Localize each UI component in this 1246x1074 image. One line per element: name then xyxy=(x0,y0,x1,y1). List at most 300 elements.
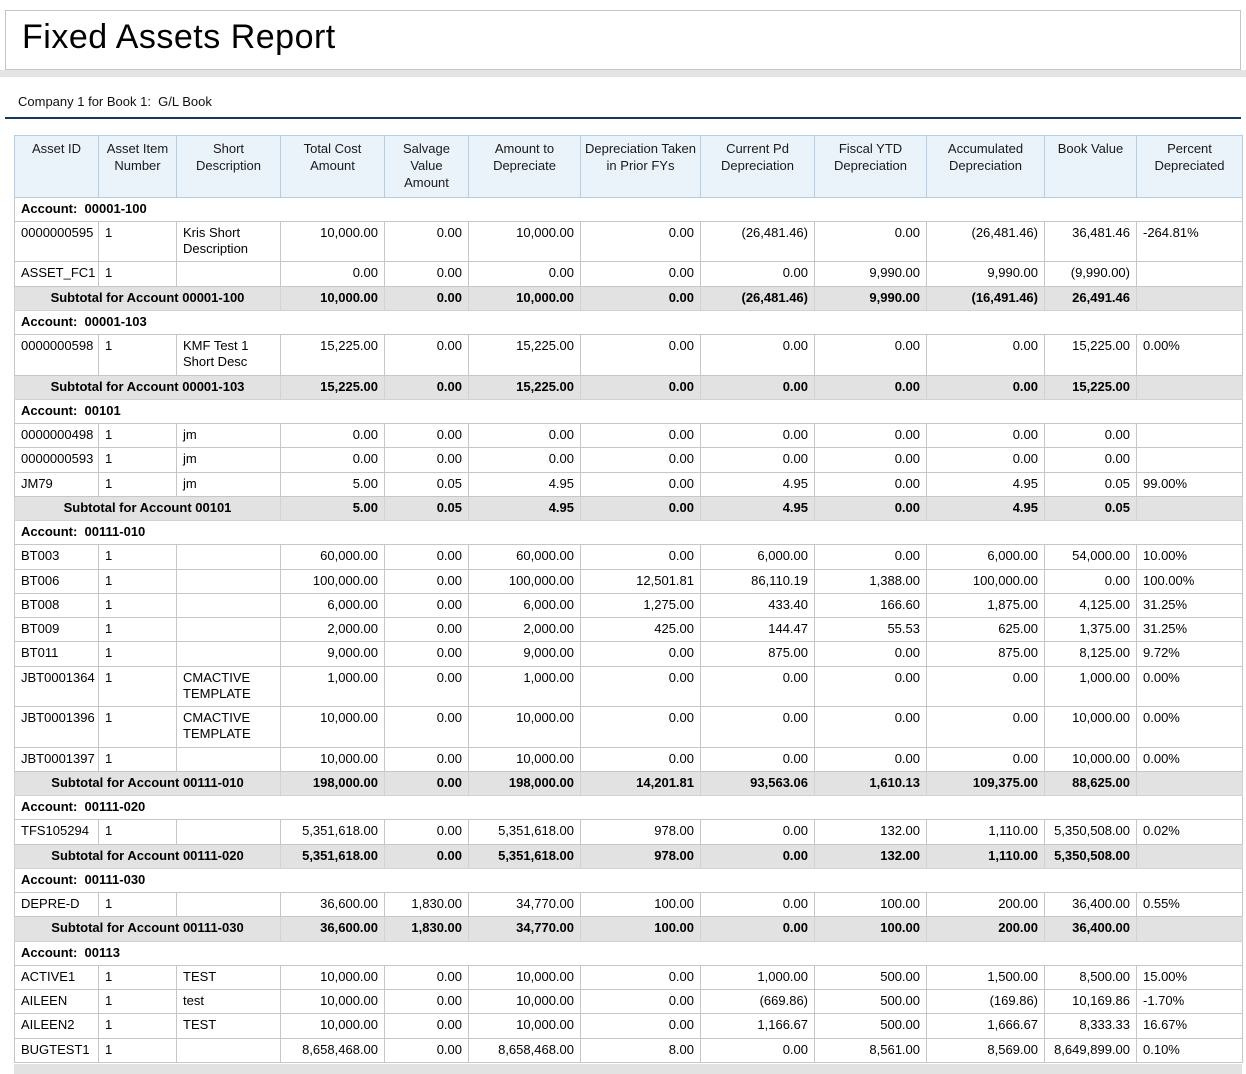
asset-cell: 0.00 xyxy=(581,221,701,262)
asset-cell xyxy=(177,747,281,771)
asset-cell: 0.00 xyxy=(581,472,701,496)
asset-row xyxy=(15,618,1243,642)
asset-cell: 9,990.00 xyxy=(927,262,1045,286)
subtotal-cell: 34,770.00 xyxy=(469,917,581,941)
subtotal-row xyxy=(15,496,1243,520)
asset-cell: 0.00 xyxy=(581,666,701,707)
asset-cell: 0000000595 xyxy=(15,221,99,262)
subtotal-cell: 0.00 xyxy=(815,375,927,399)
asset-cell: 4.95 xyxy=(927,472,1045,496)
asset-cell: 0.00 xyxy=(815,221,927,262)
asset-cell: 875.00 xyxy=(927,642,1045,666)
asset-cell: 1 xyxy=(99,221,177,262)
asset-cell: 0.00 xyxy=(1045,424,1137,448)
asset-cell: 0.00 xyxy=(469,262,581,286)
asset-cell: 1 xyxy=(99,1014,177,1038)
asset-cell: 0.00 xyxy=(385,618,469,642)
asset-cell: 0.00 xyxy=(815,448,927,472)
asset-cell: 0.00 xyxy=(385,820,469,844)
asset-cell xyxy=(177,893,281,917)
asset-cell: 0.00 xyxy=(701,262,815,286)
asset-cell: 2,000.00 xyxy=(469,618,581,642)
subtotal-cell xyxy=(1137,771,1243,795)
asset-cell: 60,000.00 xyxy=(281,545,385,569)
asset-row xyxy=(15,448,1243,472)
asset-cell: TEST xyxy=(177,965,281,989)
asset-cell: Kris Short Description xyxy=(177,221,281,262)
asset-cell: 0.00 xyxy=(385,666,469,707)
asset-cell: 1,666.67 xyxy=(927,1014,1045,1038)
subtotal-cell: 15,225.00 xyxy=(1045,375,1137,399)
subtotal-cell xyxy=(1137,286,1243,310)
column-header: Salvage Value Amount xyxy=(385,136,469,198)
asset-cell: 10.00% xyxy=(1137,545,1243,569)
asset-cell: 200.00 xyxy=(927,893,1045,917)
asset-row xyxy=(15,893,1243,917)
column-header: Depreciation Taken in Prior FYs xyxy=(581,136,701,198)
asset-row xyxy=(15,642,1243,666)
subtotal-cell: 15,225.00 xyxy=(469,375,581,399)
asset-cell: 0.00 xyxy=(385,593,469,617)
asset-cell: 0.00 xyxy=(469,424,581,448)
asset-cell: 0.00 xyxy=(581,965,701,989)
asset-cell: 10,000.00 xyxy=(469,707,581,748)
subtotal-cell xyxy=(1137,496,1243,520)
asset-cell: 0000000593 xyxy=(15,448,99,472)
subtotal-cell: 0.00 xyxy=(385,286,469,310)
account-row xyxy=(15,197,1243,221)
subtotal-cell: (26,481.46) xyxy=(701,286,815,310)
account-label: Account: 00111-020 xyxy=(15,796,1243,820)
asset-cell xyxy=(177,1038,281,1062)
subtotal-cell: 978.00 xyxy=(581,844,701,868)
report-table-wrap xyxy=(14,135,1242,1063)
asset-cell: 0.00 xyxy=(815,666,927,707)
asset-row xyxy=(15,1038,1243,1062)
account-row xyxy=(15,868,1243,892)
asset-cell: 0.00 xyxy=(385,965,469,989)
subtotal-cell: 5,350,508.00 xyxy=(1045,844,1137,868)
asset-cell: jm xyxy=(177,472,281,496)
asset-cell: 978.00 xyxy=(581,820,701,844)
report-header xyxy=(5,10,1241,70)
asset-cell: 36,481.46 xyxy=(1045,221,1137,262)
asset-cell xyxy=(177,569,281,593)
asset-cell: 0.00 xyxy=(701,1038,815,1062)
asset-cell: jm xyxy=(177,448,281,472)
asset-cell: 100,000.00 xyxy=(281,569,385,593)
asset-cell: 0.00 xyxy=(385,747,469,771)
asset-cell xyxy=(177,593,281,617)
column-header: Current Pd Depreciation xyxy=(701,136,815,198)
asset-cell: 0.00 xyxy=(281,448,385,472)
asset-cell: (669.86) xyxy=(701,990,815,1014)
account-label: Account: 00001-103 xyxy=(15,310,1243,334)
asset-cell: 0.00% xyxy=(1137,707,1243,748)
asset-cell: 0.02% xyxy=(1137,820,1243,844)
asset-cell: 1,830.00 xyxy=(385,893,469,917)
column-header: Amount to Depreciate xyxy=(469,136,581,198)
asset-cell: 31.25% xyxy=(1137,593,1243,617)
subtotal-cell: 1,110.00 xyxy=(927,844,1045,868)
asset-cell: 10,000.00 xyxy=(1045,747,1137,771)
asset-cell: 2,000.00 xyxy=(281,618,385,642)
asset-cell xyxy=(177,642,281,666)
asset-cell: 8,658,468.00 xyxy=(469,1038,581,1062)
asset-cell xyxy=(177,820,281,844)
asset-cell: TEST xyxy=(177,1014,281,1038)
asset-cell: 0.00 xyxy=(701,820,815,844)
bottom-cutoff-row xyxy=(14,1064,1242,1074)
asset-cell: (26,481.46) xyxy=(927,221,1045,262)
asset-cell: 0.00 xyxy=(385,221,469,262)
asset-cell: AILEEN xyxy=(15,990,99,1014)
asset-cell: 10,000.00 xyxy=(469,221,581,262)
table-header-row xyxy=(15,136,1243,198)
asset-cell: 1 xyxy=(99,747,177,771)
subtotal-cell: 0.00 xyxy=(927,375,1045,399)
asset-cell: 0.00 xyxy=(927,424,1045,448)
subtotal-row xyxy=(15,917,1243,941)
asset-cell: BT009 xyxy=(15,618,99,642)
subtotal-cell: 100.00 xyxy=(815,917,927,941)
asset-cell: 100.00% xyxy=(1137,569,1243,593)
asset-cell: BT008 xyxy=(15,593,99,617)
asset-cell: 500.00 xyxy=(815,990,927,1014)
asset-cell: CMACTIVE TEMPLATE xyxy=(177,666,281,707)
asset-cell: 1 xyxy=(99,424,177,448)
asset-cell: 875.00 xyxy=(701,642,815,666)
column-header: Book Value xyxy=(1045,136,1137,198)
asset-cell: 100,000.00 xyxy=(927,569,1045,593)
asset-cell: 8,649,899.00 xyxy=(1045,1038,1137,1062)
asset-cell: AILEEN2 xyxy=(15,1014,99,1038)
asset-cell: 1,000.00 xyxy=(281,666,385,707)
account-row xyxy=(15,521,1243,545)
asset-cell: 0.00 xyxy=(581,1014,701,1038)
subtotal-row xyxy=(15,771,1243,795)
asset-cell: 0.00 xyxy=(927,335,1045,376)
asset-cell: BT003 xyxy=(15,545,99,569)
asset-cell: 1,275.00 xyxy=(581,593,701,617)
asset-cell: 1,875.00 xyxy=(927,593,1045,617)
asset-row xyxy=(15,747,1243,771)
subtotal-cell: 5.00 xyxy=(281,496,385,520)
asset-cell: 0.05 xyxy=(1045,472,1137,496)
asset-cell: 0.00 xyxy=(385,707,469,748)
subtotal-cell xyxy=(1137,844,1243,868)
asset-cell: KMF Test 1 Short Desc xyxy=(177,335,281,376)
asset-cell: 100.00 xyxy=(581,893,701,917)
asset-cell: 9,990.00 xyxy=(815,262,927,286)
asset-cell: 86,110.19 xyxy=(701,569,815,593)
subtotal-cell: 5,351,618.00 xyxy=(281,844,385,868)
subtotal-cell: 14,201.81 xyxy=(581,771,701,795)
asset-cell: 8.00 xyxy=(581,1038,701,1062)
asset-cell: 500.00 xyxy=(815,1014,927,1038)
divider-rule xyxy=(5,117,1241,119)
asset-cell: 9,000.00 xyxy=(281,642,385,666)
asset-cell: (169.86) xyxy=(927,990,1045,1014)
asset-cell: 1,000.00 xyxy=(701,965,815,989)
asset-cell: 100.00 xyxy=(815,893,927,917)
subtotal-cell: 0.00 xyxy=(815,496,927,520)
asset-row xyxy=(15,424,1243,448)
asset-row xyxy=(15,221,1243,262)
asset-cell: 0.00% xyxy=(1137,747,1243,771)
asset-cell: 0.00 xyxy=(815,642,927,666)
asset-cell: (26,481.46) xyxy=(701,221,815,262)
asset-row xyxy=(15,820,1243,844)
asset-cell: JM79 xyxy=(15,472,99,496)
asset-cell: 10,000.00 xyxy=(281,990,385,1014)
asset-cell: 10,000.00 xyxy=(469,990,581,1014)
asset-cell: 0.00 xyxy=(815,335,927,376)
asset-cell: 10,000.00 xyxy=(281,707,385,748)
asset-cell xyxy=(177,545,281,569)
asset-cell: 0.00 xyxy=(469,448,581,472)
asset-cell: 0.00 xyxy=(385,545,469,569)
subtotal-row xyxy=(15,844,1243,868)
subtotal-label: Subtotal for Account 00111-030 xyxy=(15,917,281,941)
asset-cell: 1,375.00 xyxy=(1045,618,1137,642)
fixed-assets-table xyxy=(14,135,1243,1063)
account-label: Account: 00113 xyxy=(15,941,1243,965)
subtotal-label: Subtotal for Account 00111-010 xyxy=(15,771,281,795)
subtotal-cell xyxy=(1137,375,1243,399)
asset-cell: 0.00 xyxy=(927,666,1045,707)
asset-cell: 0000000598 xyxy=(15,335,99,376)
asset-cell: 0.55% xyxy=(1137,893,1243,917)
asset-cell: 1,166.67 xyxy=(701,1014,815,1038)
subtotal-row xyxy=(15,375,1243,399)
subtotal-cell: 0.05 xyxy=(385,496,469,520)
asset-row xyxy=(15,593,1243,617)
account-row xyxy=(15,399,1243,423)
asset-row xyxy=(15,335,1243,376)
asset-cell: 1 xyxy=(99,1038,177,1062)
asset-cell: 4.95 xyxy=(701,472,815,496)
asset-cell: 5,351,618.00 xyxy=(469,820,581,844)
asset-cell: 4,125.00 xyxy=(1045,593,1137,617)
account-row xyxy=(15,796,1243,820)
asset-cell: 0.00 xyxy=(815,472,927,496)
company-book-line: Company 1 for Book 1: G/L Book xyxy=(18,94,212,109)
asset-cell: 0.00 xyxy=(581,545,701,569)
asset-cell: 9.72% xyxy=(1137,642,1243,666)
asset-cell: DEPRE-D xyxy=(15,893,99,917)
asset-cell: 36,600.00 xyxy=(281,893,385,917)
subtotal-cell: 198,000.00 xyxy=(281,771,385,795)
subtotal-cell: 0.00 xyxy=(385,844,469,868)
asset-cell: 34,770.00 xyxy=(469,893,581,917)
asset-cell: JBT0001364 xyxy=(15,666,99,707)
asset-cell: JBT0001396 xyxy=(15,707,99,748)
asset-cell: 0.00 xyxy=(581,990,701,1014)
asset-cell: 1 xyxy=(99,965,177,989)
asset-cell: 1,000.00 xyxy=(1045,666,1137,707)
subtotal-cell: 0.00 xyxy=(581,375,701,399)
asset-cell: 1 xyxy=(99,990,177,1014)
asset-cell: 0.00 xyxy=(815,747,927,771)
asset-cell: 8,333.33 xyxy=(1045,1014,1137,1038)
asset-cell: 144.47 xyxy=(701,618,815,642)
asset-cell: 10,000.00 xyxy=(281,747,385,771)
account-row xyxy=(15,941,1243,965)
subtotal-cell: 100.00 xyxy=(581,917,701,941)
asset-cell: 99.00% xyxy=(1137,472,1243,496)
asset-cell: 1,000.00 xyxy=(469,666,581,707)
asset-cell: 433.40 xyxy=(701,593,815,617)
subtotal-label: Subtotal for Account 00101 xyxy=(15,496,281,520)
asset-cell: 0.00 xyxy=(581,262,701,286)
asset-cell: 425.00 xyxy=(581,618,701,642)
table-head xyxy=(15,136,1243,198)
asset-cell: 0.00 xyxy=(581,747,701,771)
asset-row xyxy=(15,707,1243,748)
subtotal-cell: 9,990.00 xyxy=(815,286,927,310)
subtotal-label: Subtotal for Account 00001-100 xyxy=(15,286,281,310)
column-header: Short Description xyxy=(177,136,281,198)
asset-cell: 10,000.00 xyxy=(281,965,385,989)
subtotal-cell: 0.00 xyxy=(701,917,815,941)
asset-cell: 10,000.00 xyxy=(281,221,385,262)
asset-cell: 8,658,468.00 xyxy=(281,1038,385,1062)
asset-cell: ASSET_FC1 xyxy=(15,262,99,286)
asset-cell: TFS105294 xyxy=(15,820,99,844)
asset-cell: 0.00 xyxy=(281,262,385,286)
asset-cell: 15,225.00 xyxy=(1045,335,1137,376)
asset-cell: 10,000.00 xyxy=(1045,707,1137,748)
asset-cell: 0.00 xyxy=(701,707,815,748)
asset-cell: 0.00 xyxy=(927,747,1045,771)
subtotal-cell: (16,491.46) xyxy=(927,286,1045,310)
asset-cell: BT011 xyxy=(15,642,99,666)
asset-cell: 0.00 xyxy=(1045,569,1137,593)
subtotal-cell: 0.00 xyxy=(385,771,469,795)
column-header: Asset ID xyxy=(15,136,99,198)
subtotal-cell: 0.00 xyxy=(385,375,469,399)
asset-cell: 0.00 xyxy=(815,707,927,748)
subtotal-cell: 0.00 xyxy=(701,375,815,399)
subtotal-cell xyxy=(1137,917,1243,941)
asset-cell: 12,501.81 xyxy=(581,569,701,593)
asset-cell: 100,000.00 xyxy=(469,569,581,593)
asset-cell: 9,000.00 xyxy=(469,642,581,666)
subtotal-cell: 1,610.13 xyxy=(815,771,927,795)
subtotal-cell: 0.00 xyxy=(581,286,701,310)
subtotal-cell: 36,600.00 xyxy=(281,917,385,941)
asset-cell: 0.00 xyxy=(581,448,701,472)
asset-cell: 10,000.00 xyxy=(469,1014,581,1038)
subtotal-cell: 4.95 xyxy=(701,496,815,520)
asset-cell: 5.00 xyxy=(281,472,385,496)
asset-cell xyxy=(177,262,281,286)
asset-cell: 1 xyxy=(99,893,177,917)
subtotal-cell: 198,000.00 xyxy=(469,771,581,795)
column-header: Asset Item Number xyxy=(99,136,177,198)
subtotal-cell: 0.00 xyxy=(581,496,701,520)
account-label: Account: 00001-100 xyxy=(15,197,1243,221)
asset-cell: BT006 xyxy=(15,569,99,593)
subtotal-cell: 4.95 xyxy=(469,496,581,520)
asset-cell: 1 xyxy=(99,545,177,569)
asset-cell: 0.00 xyxy=(385,424,469,448)
asset-cell: 0.00 xyxy=(701,893,815,917)
asset-cell: 1 xyxy=(99,472,177,496)
asset-cell: 0.00 xyxy=(581,642,701,666)
asset-row xyxy=(15,262,1243,286)
subtotal-cell: 109,375.00 xyxy=(927,771,1045,795)
subtotal-cell: 0.05 xyxy=(1045,496,1137,520)
asset-cell: 0.00 xyxy=(385,448,469,472)
asset-cell: ACTIVE1 xyxy=(15,965,99,989)
asset-cell: 0.00 xyxy=(701,424,815,448)
asset-cell: 625.00 xyxy=(927,618,1045,642)
asset-cell: 8,500.00 xyxy=(1045,965,1137,989)
asset-cell: BUGTEST1 xyxy=(15,1038,99,1062)
asset-cell: 0.00 xyxy=(385,642,469,666)
subtotal-cell: 200.00 xyxy=(927,917,1045,941)
asset-cell: 6,000.00 xyxy=(701,545,815,569)
asset-cell: 1 xyxy=(99,593,177,617)
asset-cell: 1,110.00 xyxy=(927,820,1045,844)
asset-row xyxy=(15,666,1243,707)
asset-cell: 5,350,508.00 xyxy=(1045,820,1137,844)
subtotal-cell: 0.00 xyxy=(701,844,815,868)
asset-cell xyxy=(1137,262,1243,286)
asset-cell: 1 xyxy=(99,642,177,666)
asset-cell: 0.00 xyxy=(927,707,1045,748)
subtotal-cell: 15,225.00 xyxy=(281,375,385,399)
asset-cell xyxy=(1137,424,1243,448)
asset-cell: 0.00 xyxy=(385,990,469,1014)
asset-cell: 15,225.00 xyxy=(281,335,385,376)
asset-cell: 31.25% xyxy=(1137,618,1243,642)
asset-cell: 6,000.00 xyxy=(927,545,1045,569)
subtotal-cell: 5,351,618.00 xyxy=(469,844,581,868)
asset-cell: 0.00 xyxy=(815,545,927,569)
asset-cell: 10,000.00 xyxy=(469,965,581,989)
asset-cell: 1,500.00 xyxy=(927,965,1045,989)
asset-cell: -264.81% xyxy=(1137,221,1243,262)
subtotal-cell: 36,400.00 xyxy=(1045,917,1137,941)
asset-cell: 0.00 xyxy=(385,1038,469,1062)
asset-cell: 0.00% xyxy=(1137,666,1243,707)
asset-cell: 500.00 xyxy=(815,965,927,989)
asset-cell: 8,561.00 xyxy=(815,1038,927,1062)
asset-row xyxy=(15,965,1243,989)
asset-cell: (9,990.00) xyxy=(1045,262,1137,286)
asset-cell: test xyxy=(177,990,281,1014)
asset-cell: 60,000.00 xyxy=(469,545,581,569)
subtotal-cell: 10,000.00 xyxy=(281,286,385,310)
asset-cell: 0.00 xyxy=(701,666,815,707)
asset-cell: 0.00% xyxy=(1137,335,1243,376)
asset-cell: 0.00 xyxy=(581,707,701,748)
asset-row xyxy=(15,990,1243,1014)
asset-cell: 1 xyxy=(99,820,177,844)
asset-cell: 1 xyxy=(99,448,177,472)
asset-cell: 0.00 xyxy=(701,747,815,771)
asset-cell: 4.95 xyxy=(469,472,581,496)
subtotal-row xyxy=(15,286,1243,310)
asset-row xyxy=(15,569,1243,593)
subtotal-cell: 93,563.06 xyxy=(701,771,815,795)
asset-cell: jm xyxy=(177,424,281,448)
asset-cell: 54,000.00 xyxy=(1045,545,1137,569)
asset-cell: 1 xyxy=(99,707,177,748)
